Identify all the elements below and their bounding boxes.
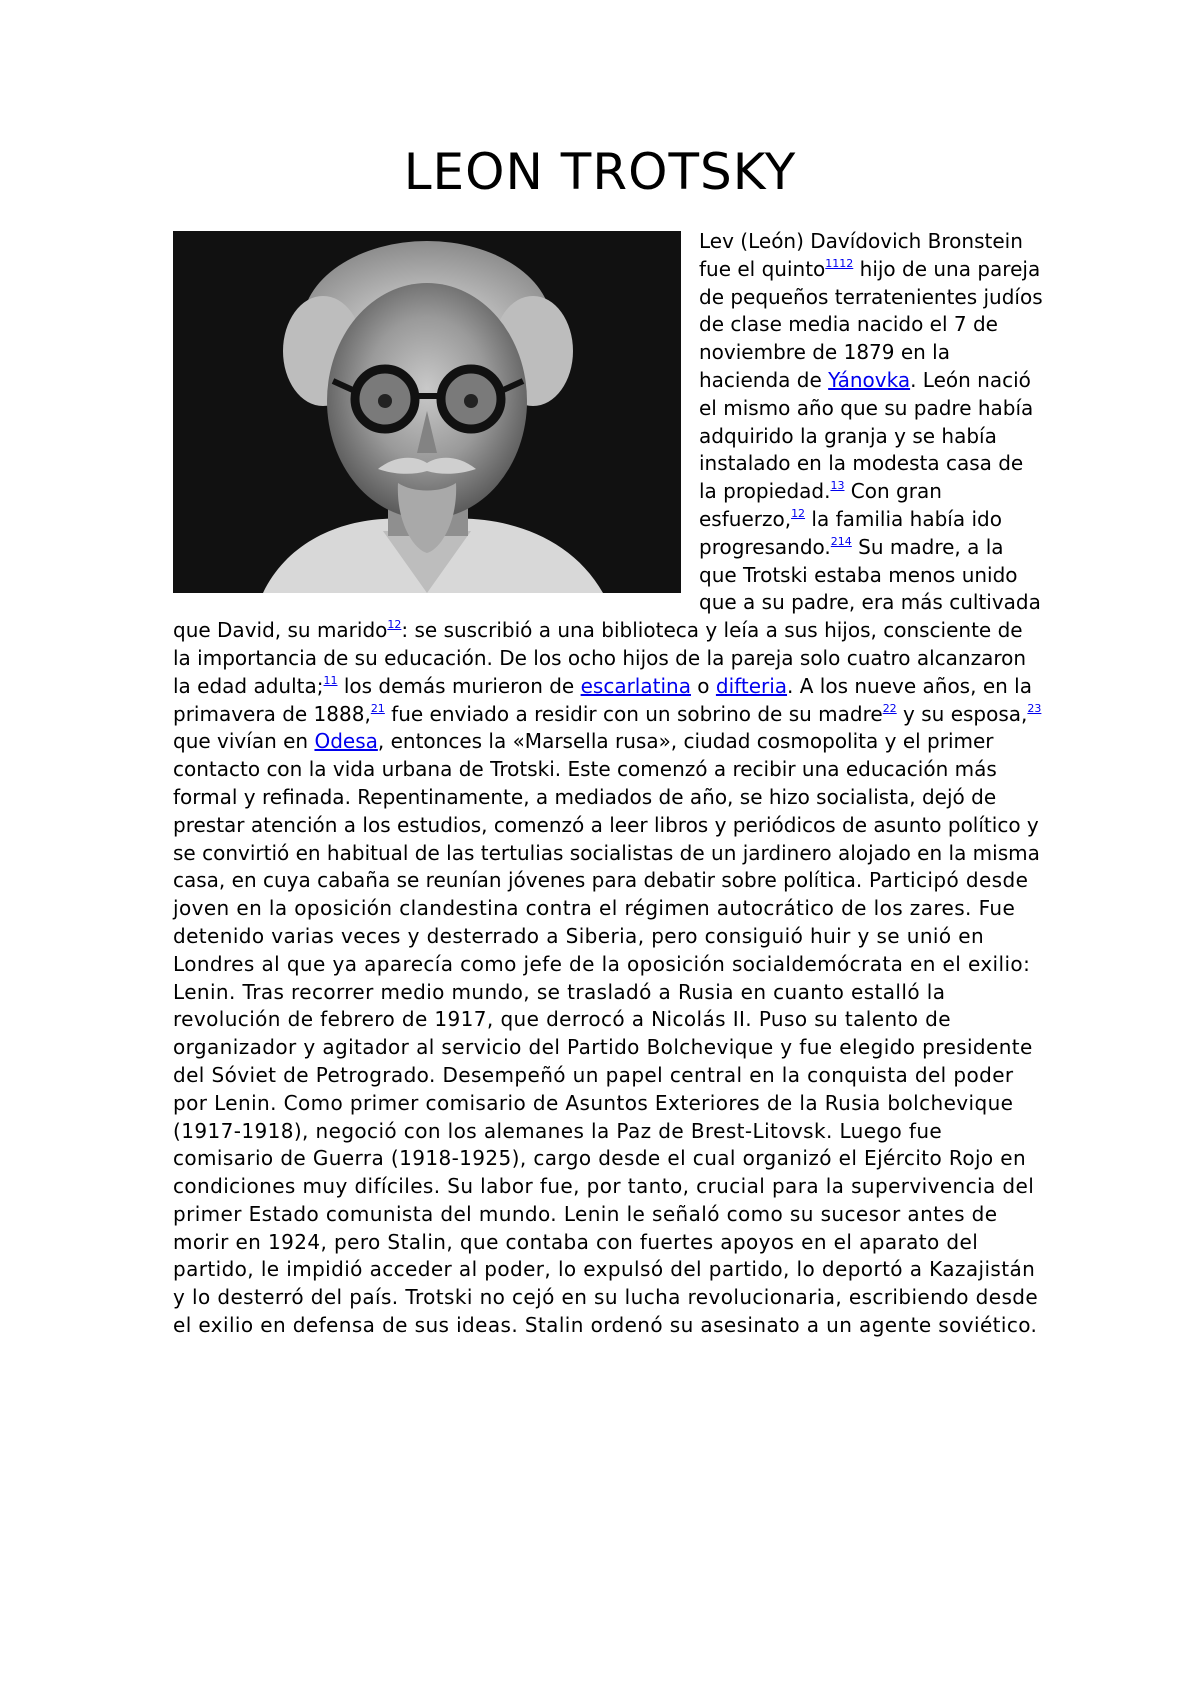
paragraph-text: hijo de una pareja de pequeños terratenientes judíos de clase media nacido el 7 de noviembre de 1879 en la hacienda de	[699, 256, 1043, 392]
paragraph-text: Con gran esfuerzo,	[699, 479, 942, 531]
link-yanovka[interactable]: Yánovka	[828, 367, 911, 392]
paragraph-text: que vivían en	[173, 729, 315, 754]
paragraph-text: : se suscribió a una biblioteca y leía a sus hijos, consciente de la importancia de su educación. De los ocho hijos de la pareja solo cuatro alcanzaron la edad adulta;	[173, 618, 1027, 698]
footnote-ref[interactable]: 214	[830, 534, 852, 548]
portrait-photo	[173, 231, 681, 593]
footnote-ref[interactable]: 12	[387, 618, 402, 632]
paragraph-text: . León nació el mismo año que su padre había adquirido la granja y se había instalado en la modesta casa de la propiedad.	[699, 367, 1034, 504]
article-body	[173, 228, 1045, 1340]
footnote-ref[interactable]: 21	[370, 701, 385, 715]
link-escarlatina[interactable]: escarlatina	[580, 673, 691, 698]
footnote-ref[interactable]: 23	[1027, 701, 1042, 715]
paragraph-text: Su madre, a la que Trotski estaba menos unido que a su padre, era más cultivada que David, su marido	[173, 534, 1041, 643]
paragraph-text: los demás murieron de	[337, 673, 581, 698]
paragraph-text: Participó desde joven en la oposición clandestina contra el régimen autocrático de los zares. Fue detenido varias veces y desterrado a Siberia, pero consiguió huir y se unió en Londres al que ya aparecía como jefe de la oposición socialdemócrata en el exilio: Lenin. Tras recorrer medio mundo, se trasladó a Rusia en cuanto estalló la revolución de febrero de 1917, que derrocó a Nicolás II. Puso su talento de organizador y agitador al servicio del Partido Bolchevique y fue elegido presidente del Sóviet de Petrogrado. Desempeñó un papel central en la conquista del poder por Lenin. Como primer comisario de Asuntos Exteriores de la Rusia bolchevique (1917-1918), negoció con los alemanes la Paz de Brest-Litovsk. Luego fue comisario de Guerra (1918-1925), cargo desde el cual organizó el Ejército Rojo en condiciones muy difíciles. Su labor fue, por tanto, crucial para la supervivencia del primer Estado comunista del mundo. Lenin le señaló como su sucesor antes de morir en 1924, pero Stalin, que contaba con fuertes apoyos en el aparato del partido, le impidió acceder al poder, lo expulsó del partido, lo deportó a Kazajistán y lo desterró del país. Trotski no cejó en su lucha revolucionaria, escribiendo desde el exilio en defensa de sus ideas. Stalin ordenó su asesinato a un agente soviético.	[173, 868, 1039, 1338]
footnote-ref[interactable]: 11	[323, 673, 338, 687]
footnote-ref[interactable]: 13	[830, 479, 845, 493]
footnote-ref[interactable]: 22	[882, 701, 897, 715]
footnote-ref[interactable]: 1112	[825, 256, 854, 270]
paragraph-text: , entonces la «Marsella rusa», ciudad cosmopolita y el primer contacto con la vida urbana de Trotski. Este comenzó a recibir una educación más formal y refinada. Repentinamente, a mediados de año, se hizo socialista, dejó de prestar atención a los estudios, comenzó a leer libros y periódicos de asunto político y se convirtió en habitual de las tertulias socialistas de un jardinero alojado en la misma casa, en cuya cabaña se reunían jóvenes para debatir sobre política.	[173, 729, 1040, 893]
paragraph-text: Lev (León) Davídovich Bronstein fue el quinto	[699, 229, 1023, 281]
page-title: LEON TROTSKY	[403, 143, 797, 201]
paragraph-text: . A los nueve años, en la primavera de 1888,	[173, 673, 1032, 726]
paragraph-text: la familia había ido progresando.	[699, 506, 1002, 559]
link-odesa[interactable]: Odesa	[314, 729, 378, 754]
paragraph-text: o	[690, 673, 716, 698]
link-difteria[interactable]: difteria	[715, 673, 788, 698]
paragraph-text: y su esposa,	[896, 701, 1028, 726]
footnote-ref[interactable]: 12	[791, 506, 806, 520]
paragraph-text: fue enviado a residir con un sobrino de su madre	[384, 701, 883, 726]
